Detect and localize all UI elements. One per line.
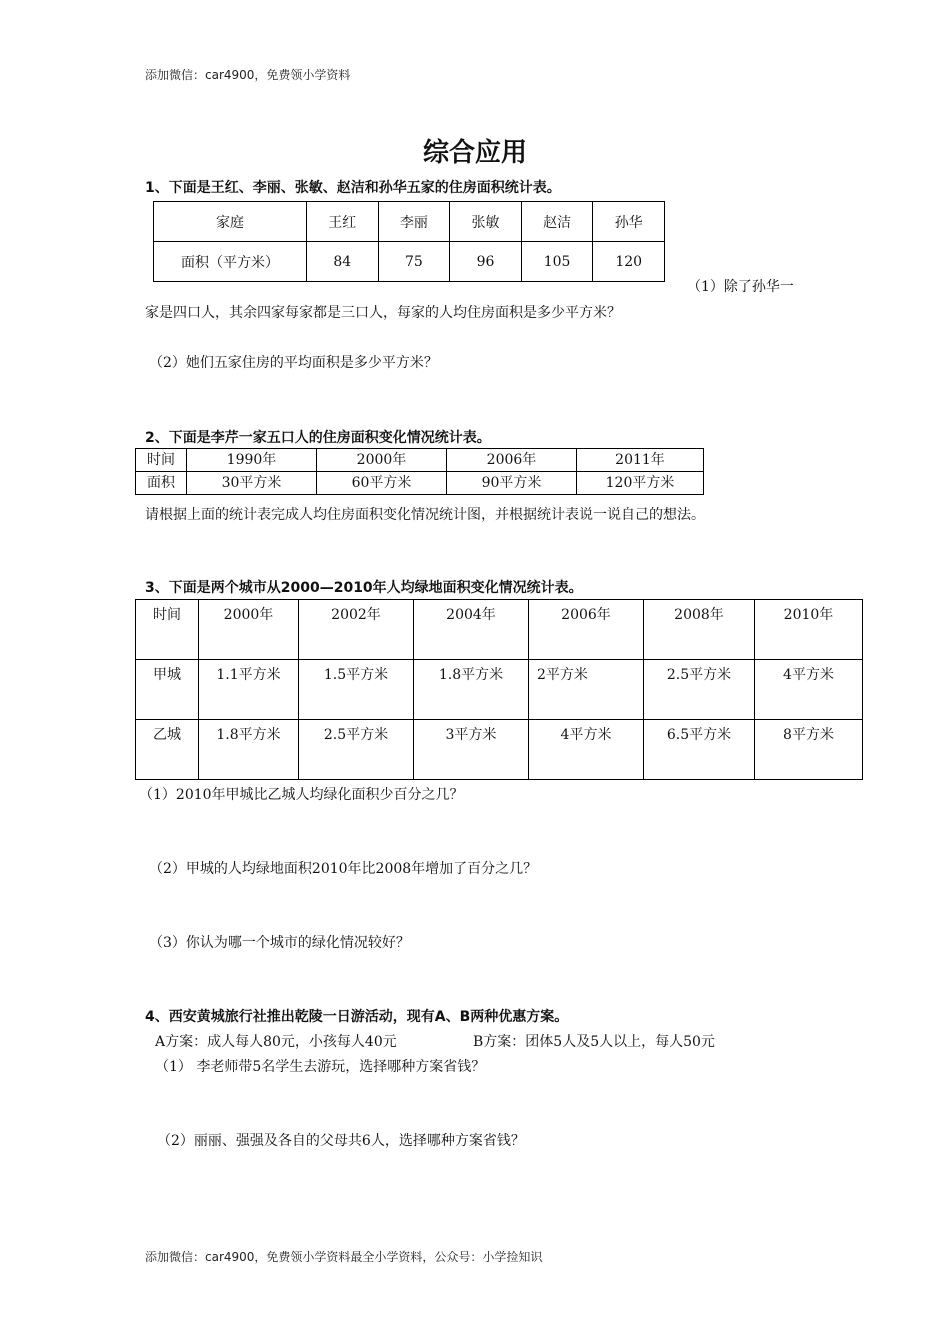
q2-heading: 2、下面是李芹一家五口人的住房面积变化情况统计表。 [145,430,491,446]
q2-cell: 120平方米 [577,472,704,495]
header-note: 添加微信：car4900，免费领小学资料 [145,68,351,82]
q2-table-row [136,472,704,495]
q1-cell: 84 [307,242,379,282]
q1-table [153,201,665,282]
q3-row-label: 乙城 [136,720,199,780]
q3-heading: 3、下面是两个城市从2000—2010年人均绿地面积变化情况统计表。 [145,580,583,596]
q1-row-label: 面积（平方米） [154,242,307,282]
q2-header-cell: 2011年 [577,449,704,472]
q4-plan-b: B方案：团体5人及5人以上，每人50元 [473,1034,715,1050]
q2-cell: 90平方米 [447,472,577,495]
q2-cell: 60平方米 [317,472,447,495]
footer-note: 添加微信：car4900，免费领小学资料最全小学资料，公众号：小学捡知识 [145,1250,543,1264]
q2-header-cell: 2000年 [317,449,447,472]
q2-table-header-row [136,449,704,472]
q3-cell: 2.5平方米 [644,660,755,720]
q3-cell: 1.5平方米 [299,660,414,720]
q2-row-label: 面积 [136,472,187,495]
q1-header-cell: 家庭 [154,202,307,242]
q3-header-cell: 2010年 [755,600,863,660]
q1-cell: 105 [521,242,593,282]
q1-header-cell: 孙华 [593,202,665,242]
q1-cell: 96 [450,242,522,282]
q3-cell: 4平方米 [529,720,644,780]
q3-header-cell: 时间 [136,600,199,660]
q1-header-cell: 赵洁 [521,202,593,242]
q1-table-row [154,242,665,282]
q4-plan-a: A方案：成人每人80元，小孩每人40元 [155,1034,397,1050]
q4-heading: 4、西安黄城旅行社推出乾陵一日游活动，现有A、B两种优惠方案。 [145,1009,569,1025]
q1-sub1-start: （1）除了孙华一 [687,279,794,295]
q1-header-cell: 王红 [307,202,379,242]
q2-cell: 30平方米 [187,472,317,495]
q3-table [135,599,863,780]
q3-header-cell: 2002年 [299,600,414,660]
q3-header-cell: 2000年 [199,600,299,660]
q1-sub2: （2）她们五家住房的平均面积是多少平方米？ [149,355,438,371]
q1-heading: 1、下面是王红、李丽、张敏、赵洁和孙华五家的住房面积统计表。 [145,180,561,196]
q3-cell: 2.5平方米 [299,720,414,780]
q1-header-cell: 张敏 [450,202,522,242]
q3-sub3: （3）你认为哪一个城市的绿化情况较好？ [149,935,410,951]
page-title: 综合应用 [422,138,527,168]
q3-sub1: （1）2010年甲城比乙城人均绿化面积少百分之几？ [139,787,464,803]
q3-table-row [136,660,863,720]
q3-cell: 1.8平方米 [199,720,299,780]
q2-table [135,448,704,495]
q3-cell: 4平方米 [755,660,863,720]
q3-header-cell: 2008年 [644,600,755,660]
q3-cell: 8平方米 [755,720,863,780]
q2-instruction: 请根据上面的统计表完成人均住房面积变化情况统计图，并根据统计表说一说自己的想法。 [145,507,705,523]
q2-header-cell: 2006年 [447,449,577,472]
q3-cell: 1.8平方米 [414,660,529,720]
q3-row-label: 甲城 [136,660,199,720]
q1-cell: 75 [378,242,450,282]
q3-header-cell: 2004年 [414,600,529,660]
q1-header-cell: 李丽 [378,202,450,242]
q3-cell: 6.5平方米 [644,720,755,780]
q3-table-header-row [136,600,863,660]
q1-cell: 120 [593,242,665,282]
q3-cell: 3平方米 [414,720,529,780]
q2-header-cell: 1990年 [187,449,317,472]
q3-header-cell: 2006年 [529,600,644,660]
q4-sub1: （1） 李老师带5名学生去游玩，选择哪种方案省钱？ [155,1059,486,1075]
q3-cell: 1.1平方米 [199,660,299,720]
q4-sub2: （2）丽丽、强强及各自的父母共6人，选择哪种方案省钱？ [157,1133,525,1149]
q3-sub2: （2）甲城的人均绿地面积2010年比2008年增加了百分之几？ [149,861,538,877]
q1-sub1-cont: 家是四口人，其余四家每家都是三口人，每家的人均住房面积是多少平方米？ [145,305,621,321]
q1-table-header-row [154,202,665,242]
q3-cell: 2平方米 [529,660,644,720]
q2-header-cell: 时间 [136,449,187,472]
q3-table-row [136,720,863,780]
